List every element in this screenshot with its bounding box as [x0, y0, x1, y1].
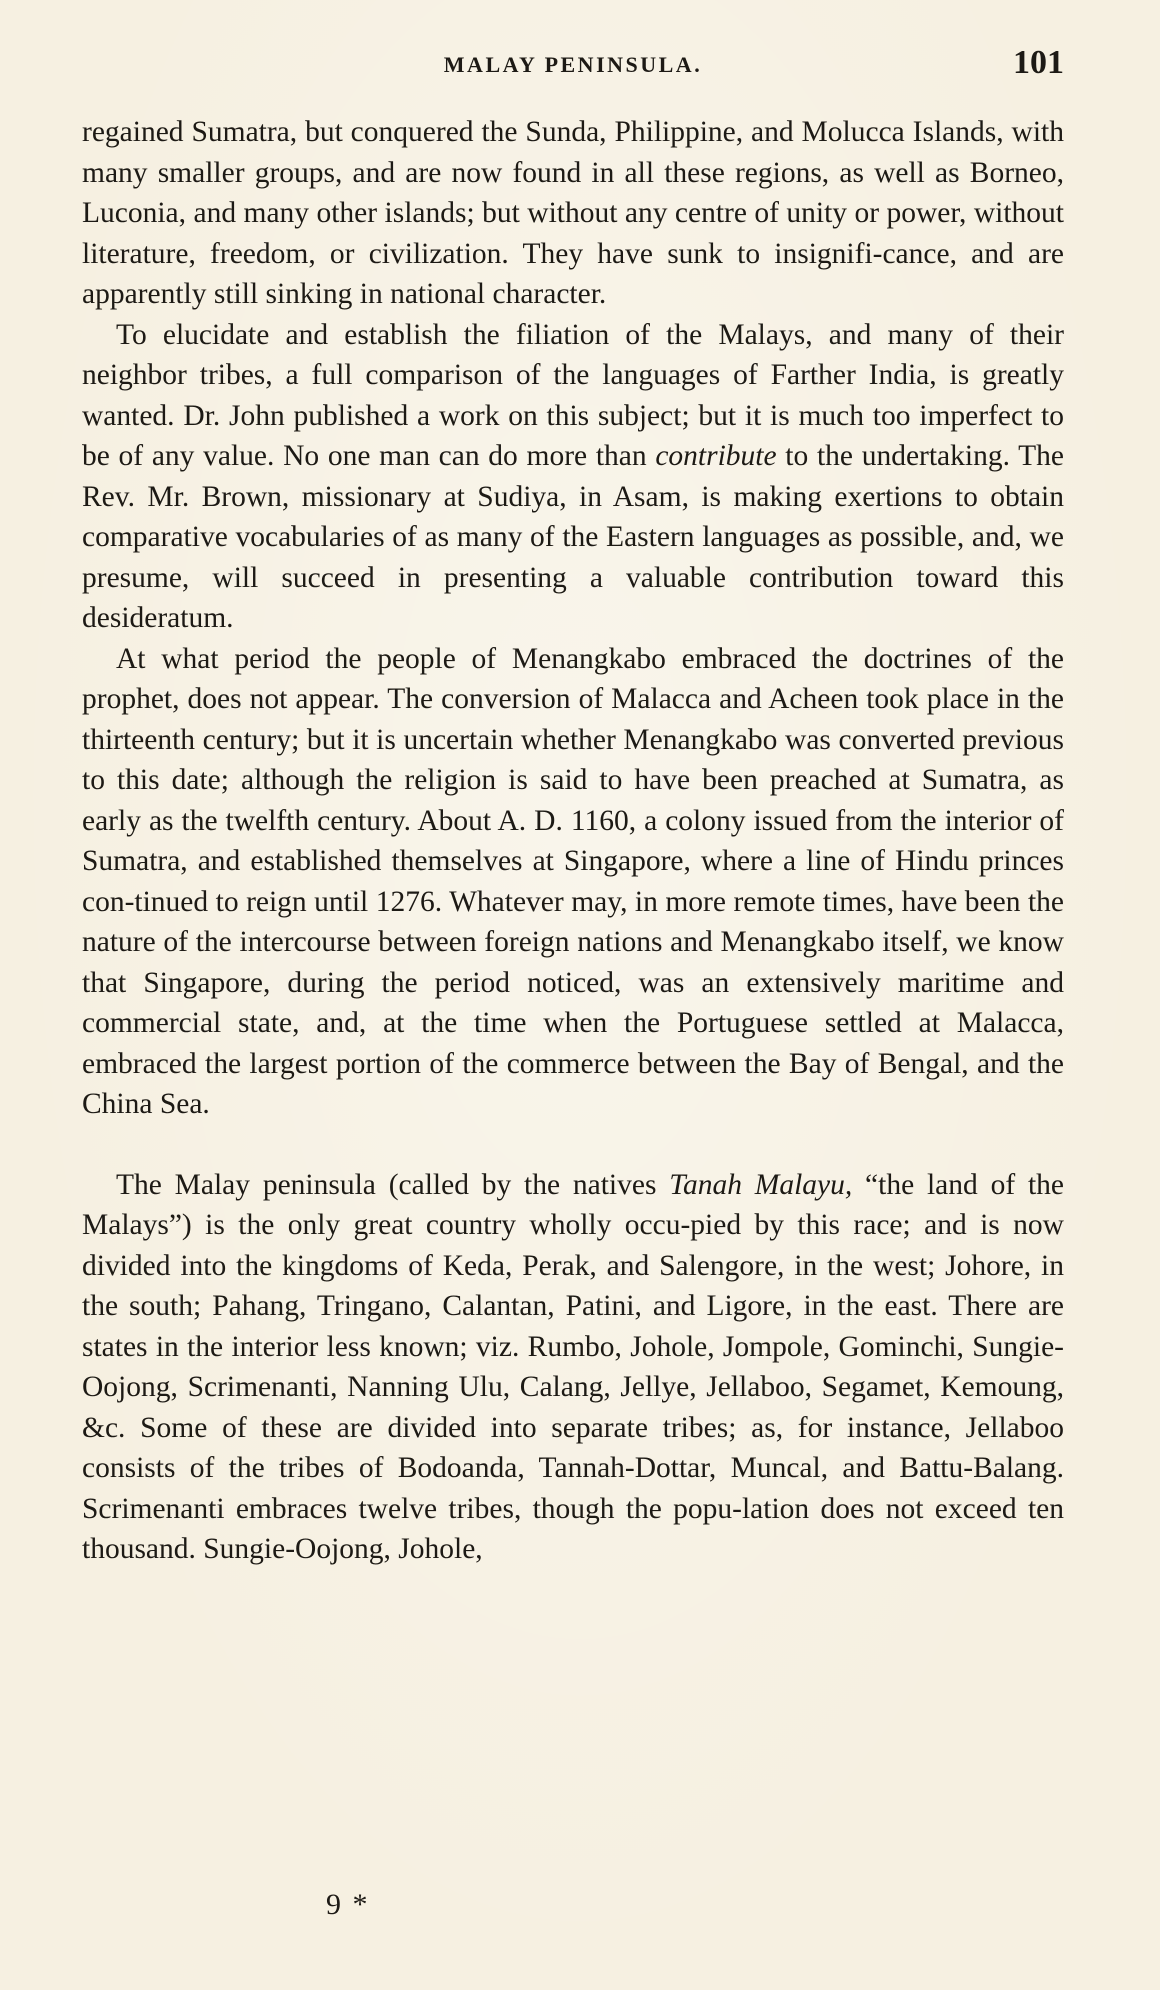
- italic-term: contribute: [655, 440, 777, 472]
- running-title: MALAY PENINSULA.: [443, 52, 703, 77]
- paragraph-text: To elucidate and establish the filiation of the Malays, and many of their neighbor tribes, a full comparison of the languages of Farther India, is greatly wanted. Dr. John published a work on this subject; but it is much too imperfect to be of any value. No one man can do more than: [82, 318, 1064, 472]
- paragraph-conversion: [82, 639, 1064, 1125]
- page-number: 101: [1013, 44, 1064, 81]
- paragraph-text: regained Sumatra, but conquered the Sunda, Philippine, and Molucca Islands, with many smaller groups, and are now found in all these regions, as well as Borneo, Luconia, and many other islands; but without any centre of unity or power, without literature, freedom, or civilization. They have sunk to insignifi-cance, and are apparently still sinking in national character.: [82, 116, 1064, 310]
- paragraph-languages: [82, 315, 1064, 639]
- italic-term: Tanah Malayu,: [669, 1168, 853, 1201]
- printer-signature-mark: 9 *: [326, 1888, 370, 1921]
- running-header: [82, 44, 1064, 84]
- paragraph-text: to the undertaking. The Rev. Mr. Brown, missionary at Sudiya, in Asam, is making exertions to obtain comparative vocabularies of as many of the Eastern languages as possible, and, we presume, will succeed in presenting a valuable contribution toward this desideratum.: [82, 440, 1065, 634]
- paragraph-text: “the land of the Malays”) is the only great country wholly occu-pied by this race; and is now divided into the kingdoms of Keda, Perak, and Salengore, in the west; Johore, in the south; Pahang, Tringano, Calantan, Patini, and Ligore, in the east. There are states in the interior less known; viz. Rumbo, Johole, Jompole, Gominchi, Sungie-Oojong, Scrimenanti, Nanning Ulu, Calang, Jellye, Jellaboo, Segamet, Kemoung, &c. Some of these are divided into separate tribes; as, for instance, Jellaboo consists of the tribes of Bodoanda, Tannah-Dottar, Muncal, and Battu-Balang. Scrimenanti embraces twelve tribes, though the popu-lation does not exceed ten thousand. Sungie-Oojong, Johole,: [82, 1168, 1064, 1565]
- paragraph-text: At what period the people of Menangkabo embraced the doctrines of the prophet, does not appear. The conversion of Malacca and Acheen took place in the thirteenth century; but it is uncertain whether Menangkabo was converted previous to this date; although the religion is said to have been preached at Sumatra, as early as the twelfth century. About A. D. 1160, a colony issued from the interior of Sumatra, and established themselves at Singapore, where a line of Hindu princes con-tinued to reign until 1276. Whatever may, in more remote times, have been the nature of the intercourse between foreign nations and Menangkabo itself, we know that Singapore, during the period noticed, was an extensively maritime and commercial state, and, at the time when the Portuguese settled at Malacca, embraced the largest portion of the commerce between the Bay of Bengal, and the China Sea.: [82, 642, 1064, 1120]
- paragraph-text: The Malay peninsula (called by the natives: [116, 1168, 670, 1201]
- paragraph-peninsula: [82, 1165, 1064, 1570]
- body-text: [82, 112, 1064, 1570]
- paragraph-continued: [82, 112, 1064, 315]
